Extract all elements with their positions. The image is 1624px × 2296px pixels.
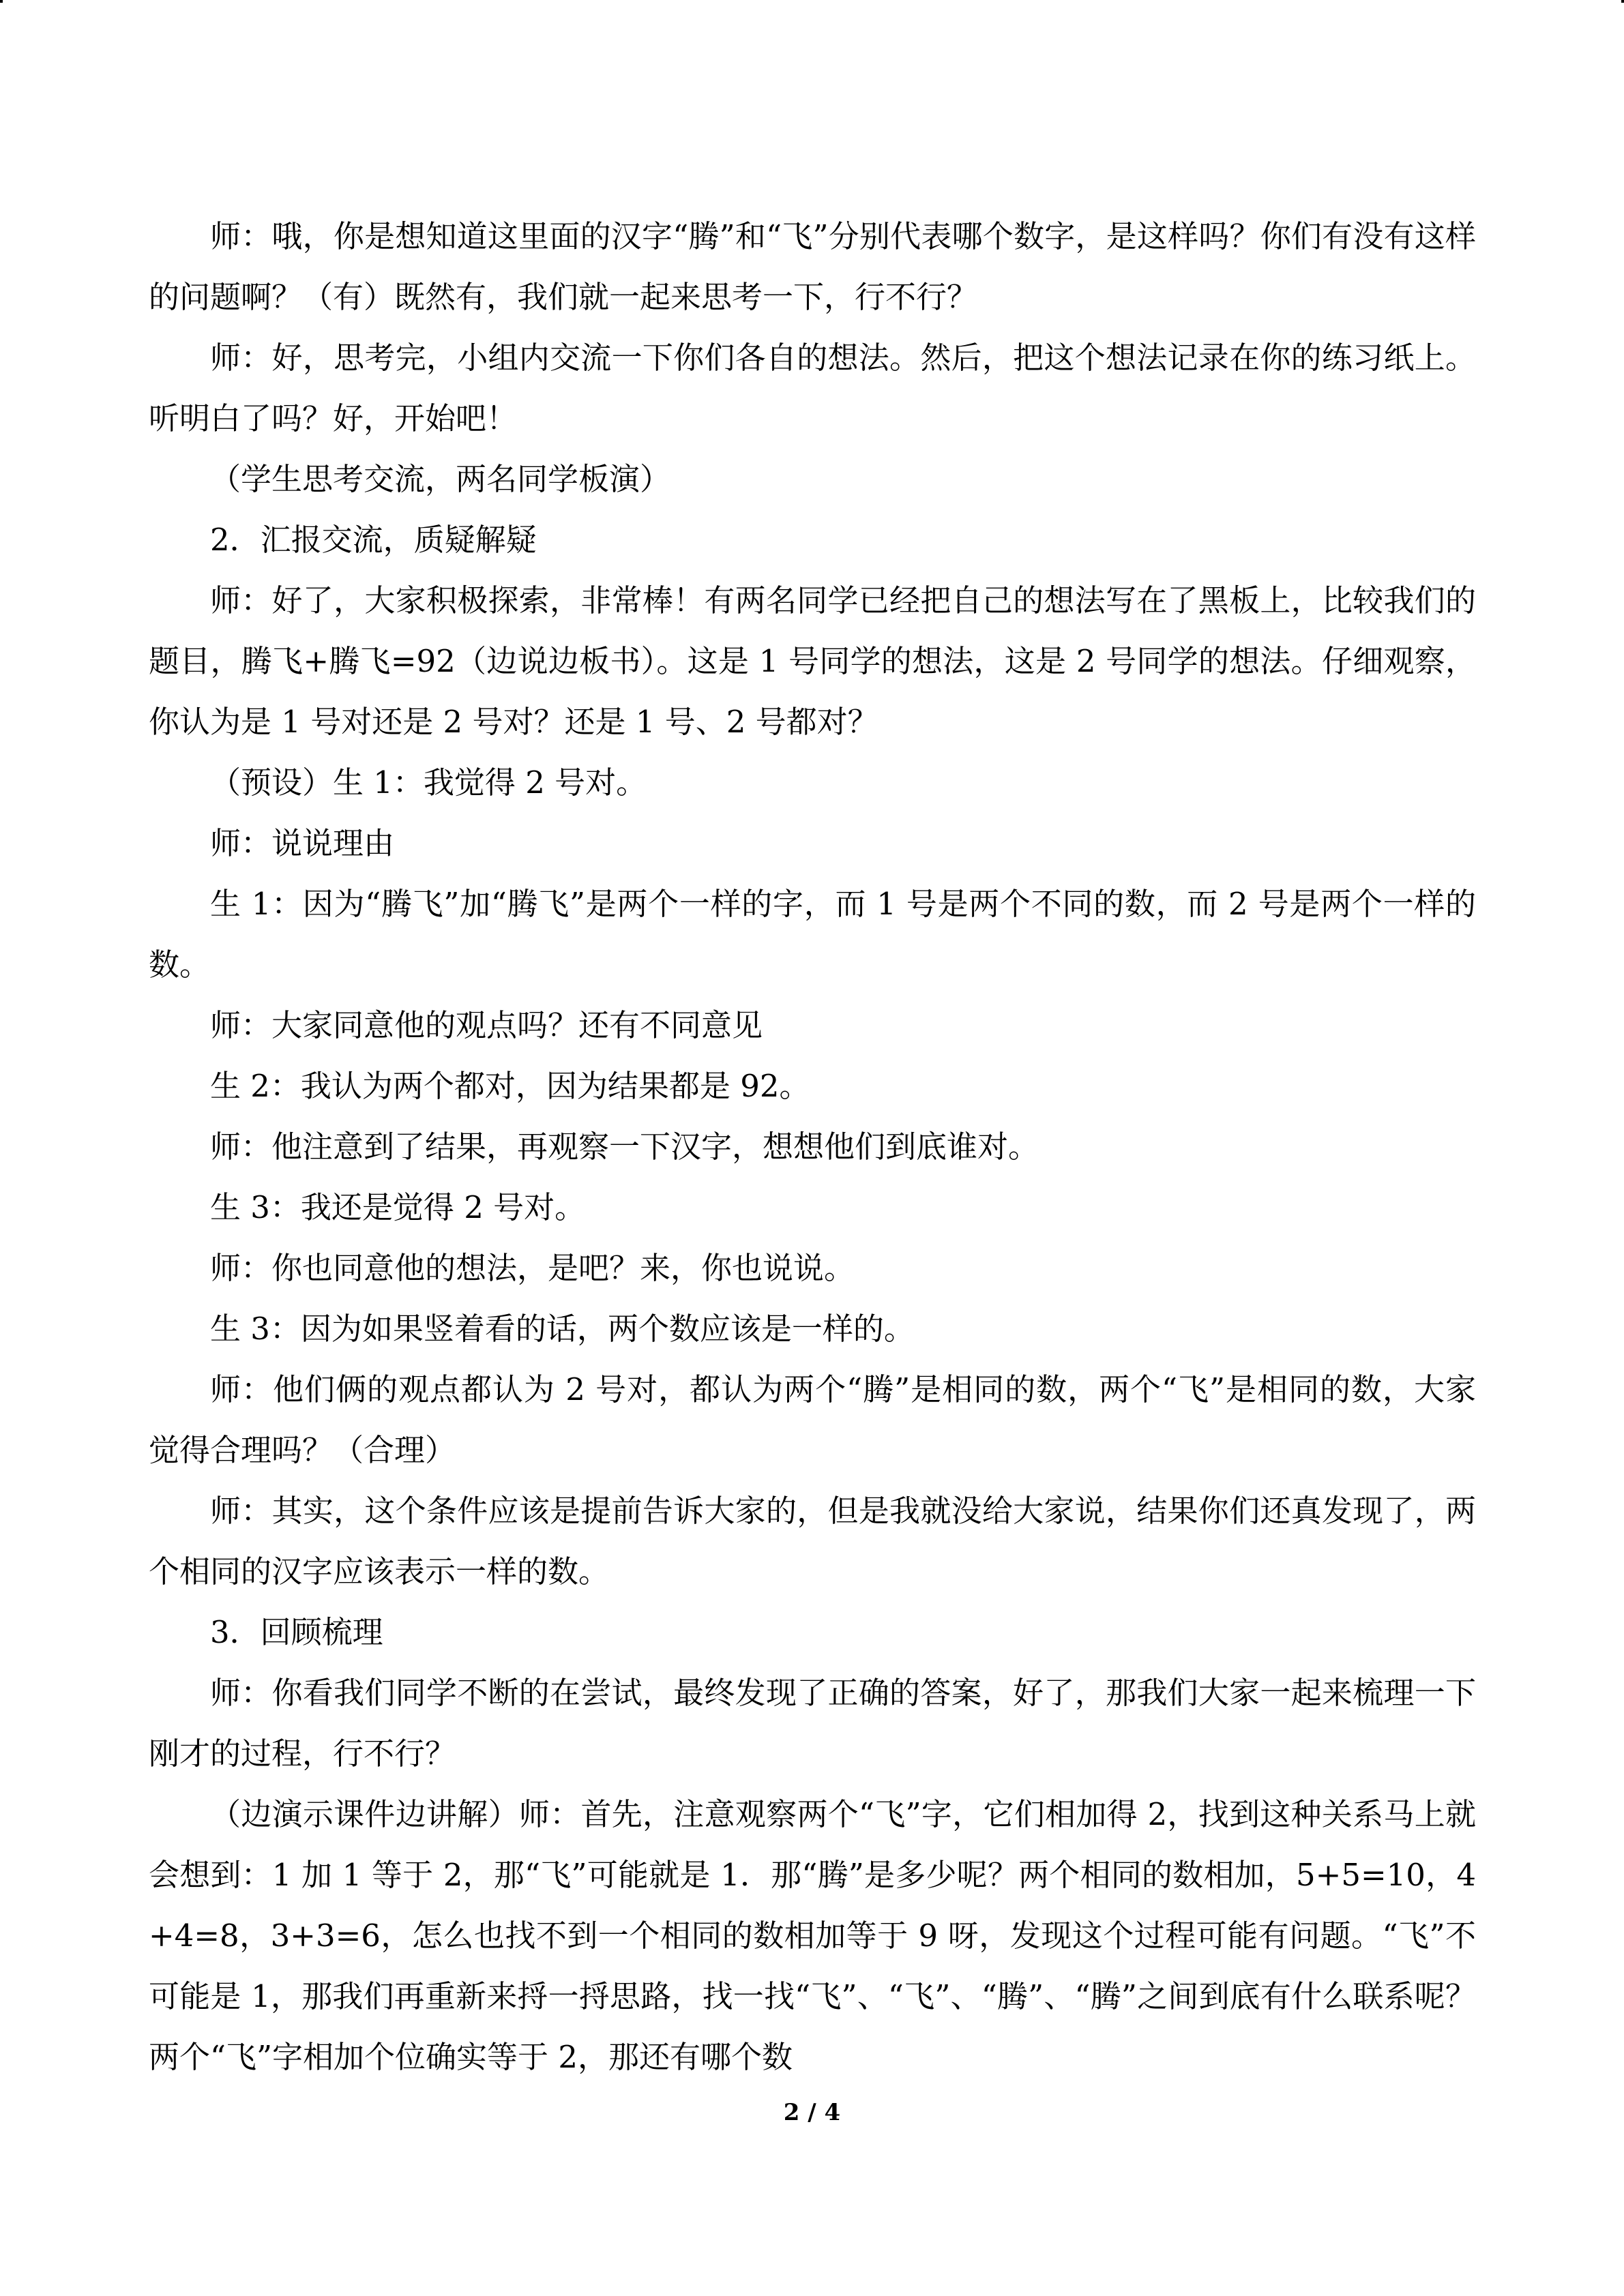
paragraph: 师：他们俩的观点都认为 2 号对，都认为两个“腾”是相同的数，两个“飞”是相同的数，大家觉得合理吗？（合理） bbox=[149, 1371, 1476, 1468]
paragraph: 生 2：我认为两个都对，因为结果都是 92。 bbox=[210, 1068, 810, 1104]
paragraph: 师：好，思考完，小组内交流一下你们各自的想法。然后，把这个想法记录在你的练习纸上。听明白了吗？好，开始吧！ bbox=[149, 340, 1476, 436]
corner-mark bbox=[0, 0, 3, 3]
paragraph: 师：大家同意他的观点吗？还有不同意见 bbox=[210, 1007, 763, 1043]
paragraph: 师：好了，大家积极探索，非常棒！有两名同学已经把自己的想法写在了黑板上，比较我们的题目，腾飞+腾飞=92（边说边板书）。这是 1 号同学的想法，这是 2 号同学的想法。仔细观察，你认为是 1 号对还是 2 号对？还是 1 号、2 号都对？ bbox=[149, 582, 1476, 740]
document-body bbox=[149, 206, 1476, 2087]
corner-mark bbox=[1621, 0, 1624, 3]
paragraph: 师：你看我们同学不断的在尝试，最终发现了正确的答案，好了，那我们大家一起来梳理一下刚才的过程，行不行？ bbox=[149, 1675, 1476, 1772]
page-number: 2 / 4 bbox=[783, 2099, 841, 2126]
paragraph: （学生思考交流，两名同学板演） bbox=[210, 461, 671, 497]
paragraph: 生 1：因为“腾飞”加“腾飞”是两个一样的字，而 1 号是两个不同的数，而 2 号是两个一样的数。 bbox=[149, 886, 1476, 983]
section-heading: 3．回顾梳理 bbox=[210, 1614, 383, 1650]
paragraph: 生 3：因为如果竖着看的话，两个数应该是一样的。 bbox=[210, 1311, 915, 1347]
paragraph: 师：他注意到了结果，再观察一下汉字，想想他们到底谁对。 bbox=[210, 1129, 1039, 1165]
paragraph: 师：说说理由 bbox=[210, 825, 395, 861]
paragraph: （边演示课件边讲解）师：首先，注意观察两个“飞”字，它们相加得 2，找到这种关系马上就会想到：1 加 1 等于 2，那“飞”可能就是 1．那“腾”是多少呢？两个相同的数相加，5+5=10，4+4=8，3+3=6，怎么也找不到一个相同的数相加等于 9 呀，发现这个过程可能有问题。“飞”不可能是 1，那我们再重新来捋一捋思路，找一找“飞”、“飞”、“腾”、“腾”之间到底有什么联系呢？两个“飞”字相加个位确实等于 2，那还有哪个数 bbox=[149, 1796, 1476, 2075]
paragraph: （预设）生 1：我觉得 2 号对。 bbox=[210, 764, 647, 801]
paragraph: 师：你也同意他的想法，是吧？来，你也说说。 bbox=[210, 1250, 855, 1286]
paragraph: 师：哦，你是想知道这里面的汉字“腾”和“飞”分别代表哪个数字，是这样吗？你们有没有这样的问题啊？（有）既然有，我们就一起来思考一下，行不行？ bbox=[149, 218, 1476, 315]
section-heading: 2．汇报交流，质疑解疑 bbox=[210, 522, 537, 558]
paragraph: 师：其实，这个条件应该是提前告诉大家的，但是我就没给大家说，结果你们还真发现了，两个相同的汉字应该表示一样的数。 bbox=[149, 1493, 1476, 1590]
paragraph: 生 3：我还是觉得 2 号对。 bbox=[210, 1189, 586, 1225]
